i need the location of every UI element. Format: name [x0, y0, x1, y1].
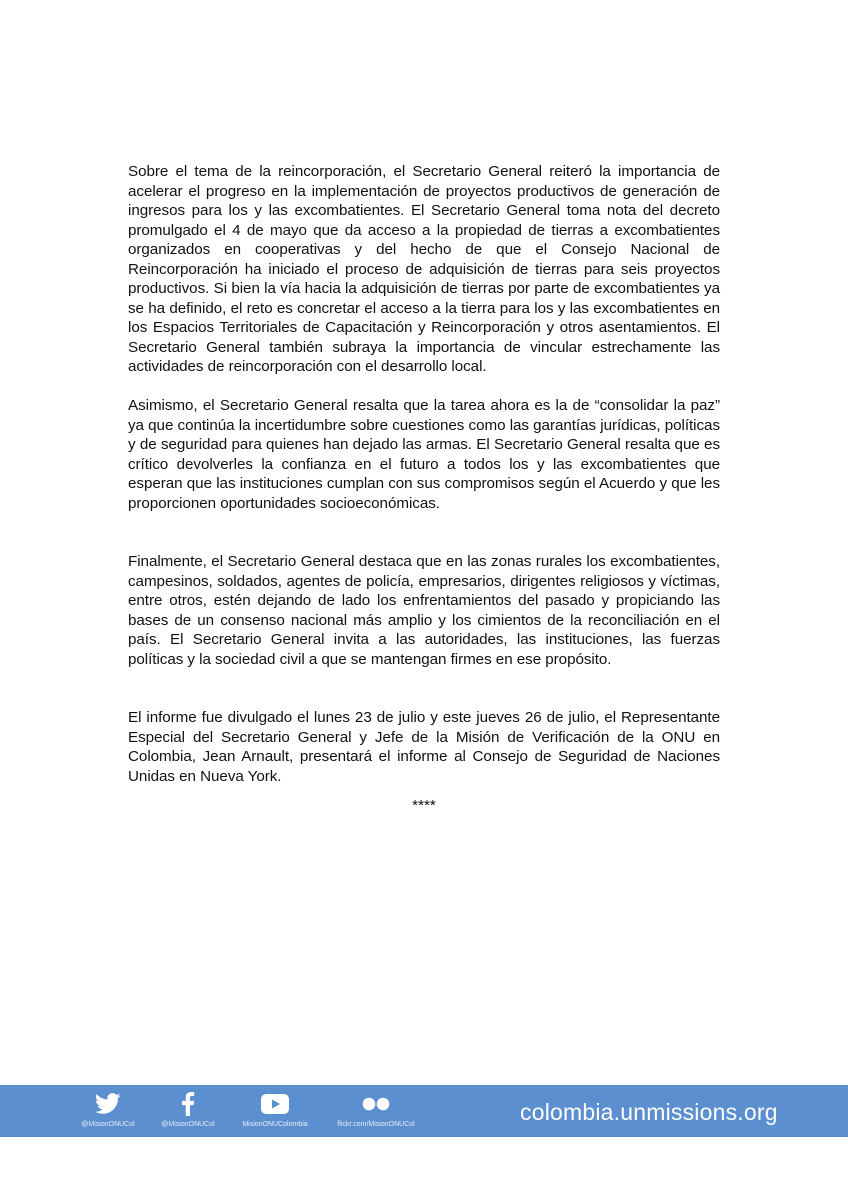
- social-twitter[interactable]: [72, 1085, 144, 1137]
- document-body: [128, 162, 720, 816]
- end-separator: ****: [412, 797, 436, 814]
- twitter-handle: @MisionONUCol: [81, 1121, 135, 1128]
- paragraph-consolidate-peace: Asimismo, el Secretario General resalta que la tarea ahora es la de “consolidar la paz” ya que continúa la incertidumbre sobre cuestiones como las garantías jurídicas, políticas y de seguridad para quienes han dejado las armas. El Secretario General resalta que es crítico devolverles la confianza en el futuro a todos los y las excombatientes que esperan que las instituciones cumplan con sus compromisos según el Acuerdo y que les proporcionen oportunidades socioeconómicas.: [128, 397, 720, 512]
- youtube-icon: [261, 1091, 289, 1117]
- social-youtube[interactable]: [232, 1085, 318, 1137]
- paragraph-reincorporation: Sobre el tema de la reincorporación, el Secretario General reiteró la importancia de acelerar el progreso en la implementación de proyectos productivos de generación de ingresos para los y las excombatientes. El Secretario General toma nota del decreto promulgado el 4 de mayo que da acceso a la propiedad de tierras a excombatientes organizados en cooperativas y del hecho de que el Consejo Nacional de Reincorporación ha iniciado el proceso de adquisición de tierras para seis proyectos productivos. Si bien la vía hacia la adquisición de tierras por parte de excombatientes ya se ha definido, el reto es concretar el acceso a la tierra para los y las excombatientes en los Espacios Territoriales de Capacitación y Reincorporación y otros asentamientos. El Secretario General también subraya la importancia de vincular estrechamente las actividades de reincorporación con el desarrollo local.: [128, 163, 720, 375]
- youtube-handle: MisionONUColombia: [242, 1121, 308, 1128]
- paragraph-report-release: El informe fue divulgado el lunes 23 de julio y este jueves 26 de julio, el Representante Especial del Secretario General y Jefe de la Misión de Verificación de la ONU en Colombia, Jean Arnault, presentará el informe al Consejo de Seguridad de Naciones Unidas en Nueva York.: [128, 709, 720, 785]
- website-url[interactable]: colombia.unmissions.org: [520, 1099, 778, 1125]
- paragraph-reconciliation: Finalmente, el Secretario General destaca que en las zonas rurales los excombatientes, campesinos, soldados, agentes de policía, empresarios, dirigentes religiosos y víctimas, entre otros, estén dejando de lado los enfrentamientos del pasado y propiciando las bases de un consenso nacional más amplio y los cimientos de la reconciliación en el país. El Secretario General invita a las autoridades, las instituciones, las fuerzas políticas y la sociedad civil a que se mantengan firmes en ese propósito.: [128, 553, 720, 668]
- social-flickr[interactable]: [328, 1085, 424, 1137]
- flickr-handle: flickr.com/MisionONUCol: [337, 1121, 415, 1128]
- social-facebook[interactable]: [152, 1085, 224, 1137]
- facebook-handle: @MisionONUCol: [161, 1121, 215, 1128]
- twitter-icon: [95, 1091, 121, 1117]
- facebook-icon: [181, 1091, 195, 1117]
- flickr-icon: [361, 1091, 391, 1117]
